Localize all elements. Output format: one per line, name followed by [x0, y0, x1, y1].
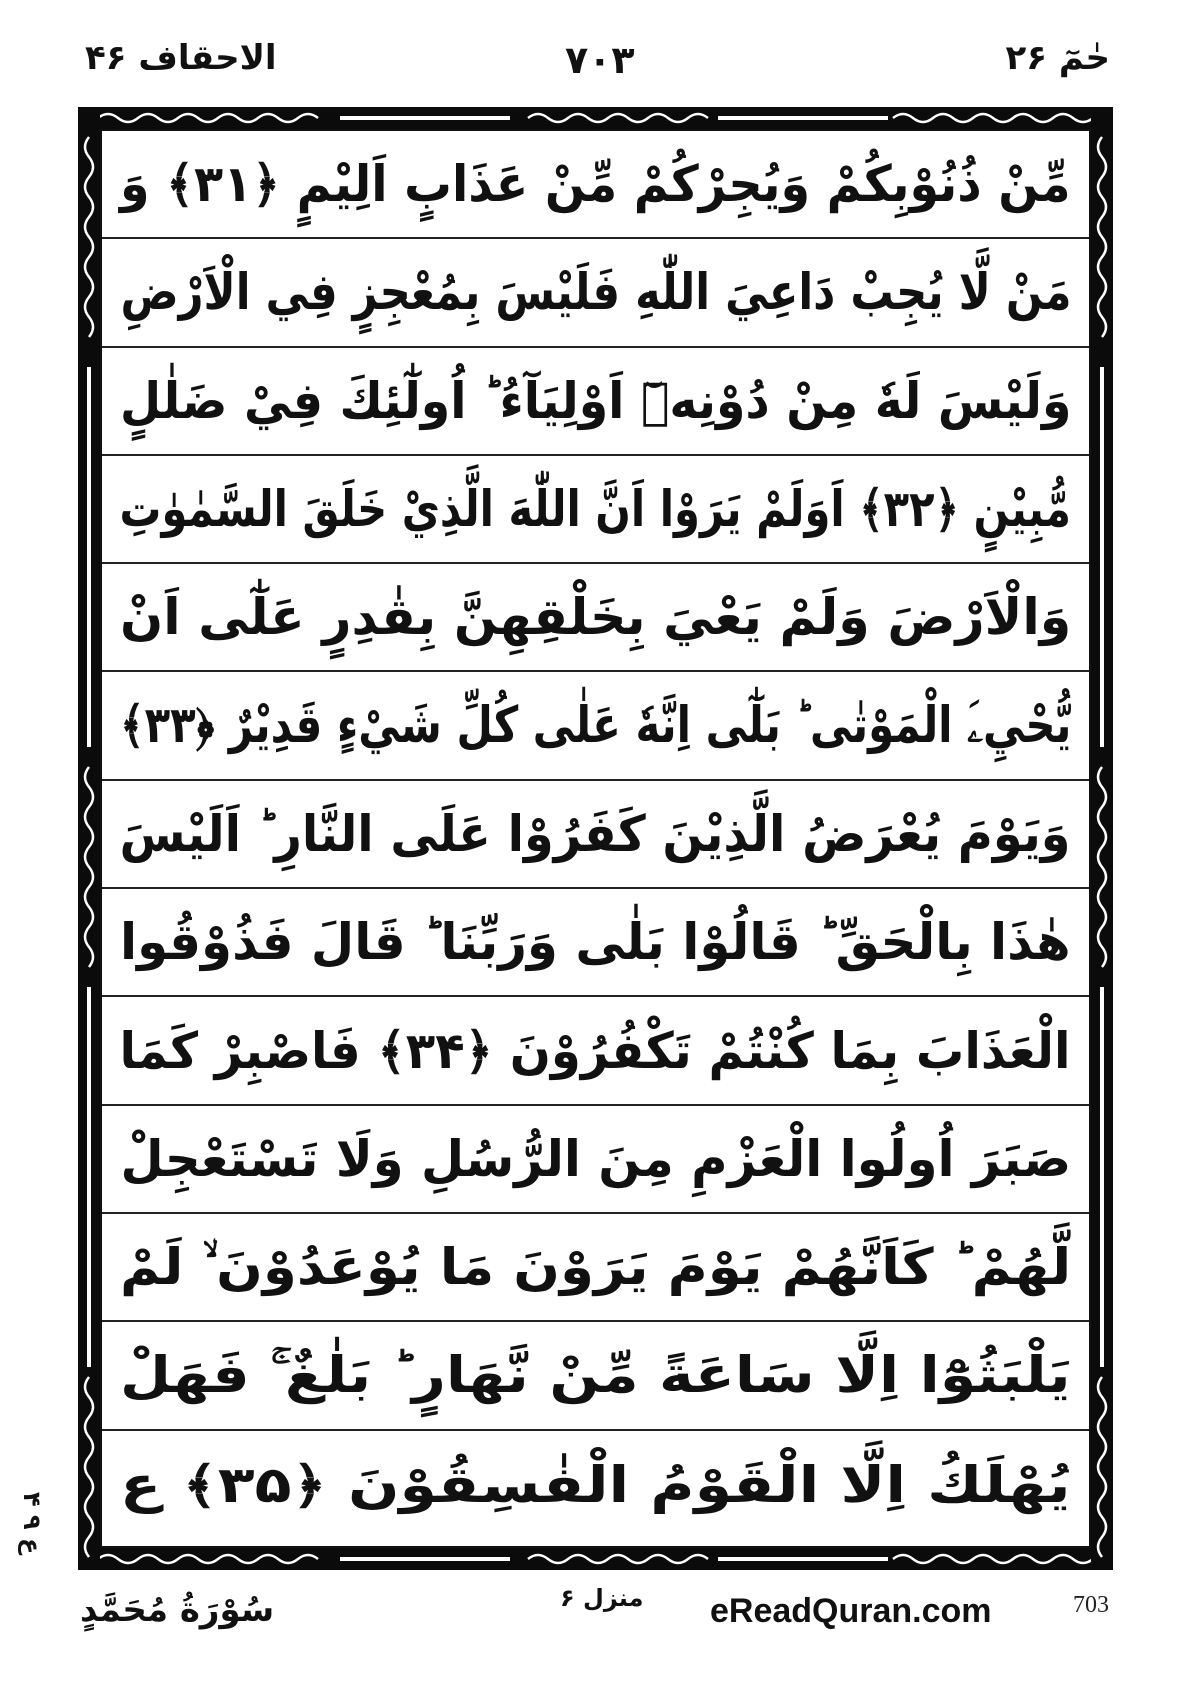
- ornament-border-top: [78, 107, 1113, 129]
- text-line-6: يُّحْيِۦَ الْمَوْتٰى ؕ بَلٰٓى اِنَّهٗ عَلٰى كُلِّ شَيْءٍ قَدِيْرٌ ﴿۳۳﴾: [102, 672, 1089, 780]
- text-line-11: لَّهُمْ ؕ كَاَنَّهُمْ يَوْمَ يَرَوْنَ مَا يُوْعَدُوْنَ ۙ لَمْ: [102, 1214, 1089, 1322]
- text-line-13: يُهْلَكُ اِلَّا الْقَوْمُ الْفٰسِقُوْنَ ﴿۳۵﴾ ع: [120, 1455, 1071, 1514]
- manzil-label: منزل ۶: [560, 1584, 644, 1612]
- text-area: [100, 129, 1091, 1548]
- page-header: [0, 38, 1190, 98]
- page-number: 703: [1073, 1592, 1109, 1618]
- ruku-marker: ع ۹ ۴: [18, 1491, 46, 1555]
- website-watermark: eReadQuran.com: [710, 1592, 992, 1630]
- text-line-5: وَالْاَرْضَ وَلَمْ يَعْيَ بِخَلْقِهِنَّ بِقٰدِرٍ عَلٰٓى اَنْ: [102, 564, 1089, 672]
- juz-name-header: حٰمٓ ۲۶: [1005, 38, 1110, 78]
- text-line-8: هٰذَا بِالْحَقِّ ؕ قَالُوْا بَلٰى وَرَبِّنَا ؕ قَالَ فَذُوْقُوا: [102, 889, 1089, 997]
- text-line-1: مِّنْ ذُنُوْبِكُمْ وَيُجِرْكُمْ مِّنْ عَذَابٍ اَلِيْمٍ ﴿۳۱﴾ وَ: [102, 131, 1089, 239]
- page-number-arabic: ۷۰۳: [565, 38, 635, 82]
- ornamental-frame: [78, 107, 1113, 1570]
- text-line-9: الْعَذَابَ بِمَا كُنْتُمْ تَكْفُرُوْنَ ﴿۳۴﴾ فَاصْبِرْ كَمَا: [102, 997, 1089, 1105]
- text-line-7: وَيَوْمَ يُعْرَضُ الَّذِيْنَ كَفَرُوْا عَلَى النَّارِ ؕ اَلَيْسَ: [102, 781, 1089, 889]
- text-line-4: مُّبِيْنٍ ﴿۳۲﴾ اَوَلَمْ يَرَوْا اَنَّ اللّٰهَ الَّذِيْ خَلَقَ السَّمٰوٰتِ: [102, 456, 1089, 564]
- text-line-10: صَبَرَ اُولُوا الْعَزْمِ مِنَ الرُّسُلِ وَلَا تَسْتَعْجِلْ: [102, 1106, 1089, 1214]
- text-line-3: وَلَيْسَ لَهٗ مِنْ دُوْنِهٖٓ اَوْلِيَآءُ ؕ اُولٰٓئِكَ فِيْ ضَلٰلٍ: [102, 348, 1089, 456]
- ornament-border-bottom: [78, 1548, 1113, 1570]
- text-line-12: يَلْبَثُوْٓا اِلَّا سَاعَةً مِّنْ نَّهَارٍ ؕ بَلٰغٌ ۚ فَهَلْ: [102, 1322, 1089, 1430]
- ornament-border-right: [1091, 107, 1113, 1570]
- text-line-2: مَنْ لَّا يُجِبْ دَاعِيَ اللّٰهِ فَلَيْسَ بِمُعْجِزٍ فِي الْاَرْضِ: [102, 239, 1089, 347]
- page-footer: [0, 1584, 1190, 1644]
- surah-name-header: الاحقاف ۴۶: [85, 38, 277, 78]
- ornament-border-left: [78, 107, 100, 1570]
- next-surah-label: سُوْرَةُ مُحَمَّدٍ: [80, 1590, 275, 1630]
